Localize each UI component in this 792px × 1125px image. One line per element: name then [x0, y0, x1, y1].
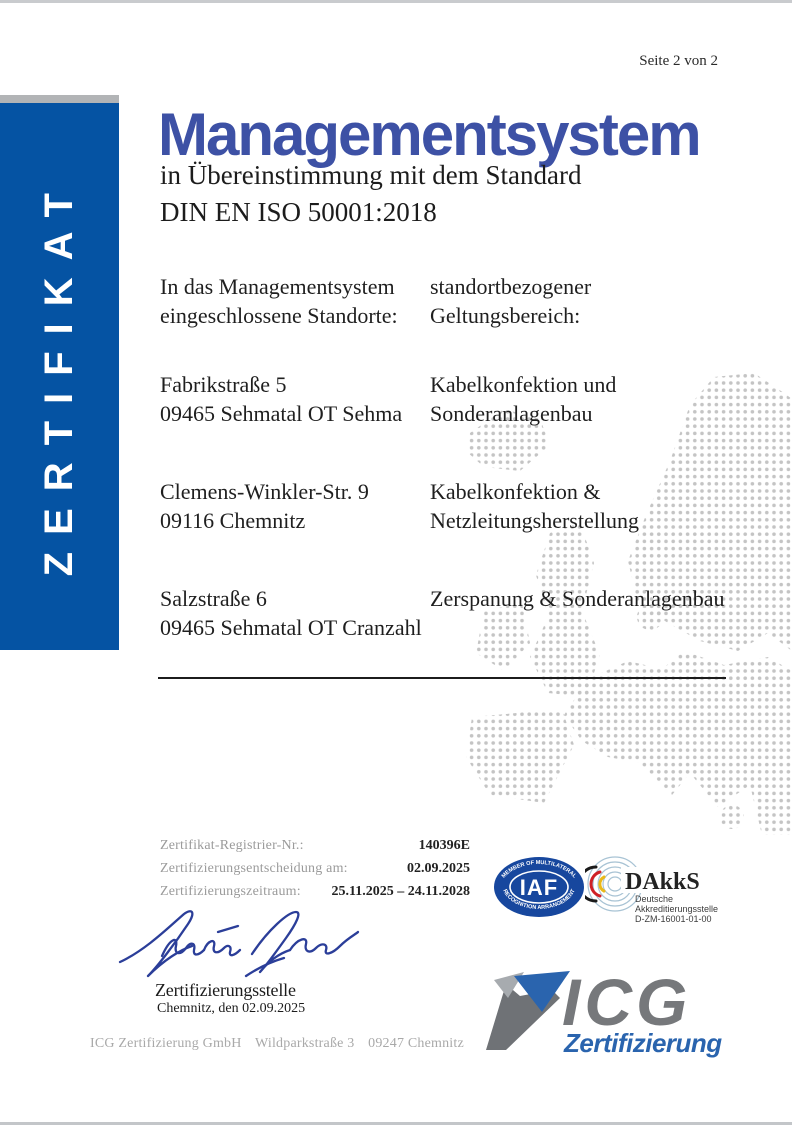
place-and-date: Chemnitz, den 02.09.2025 — [157, 1001, 306, 1016]
dakks-line3: D-ZM-16001-01-00 — [635, 914, 712, 924]
registry-block — [160, 838, 470, 907]
icg-subtitle: Zertifizierung — [564, 1028, 722, 1058]
dakks-logo-icon — [585, 852, 730, 927]
footer-address — [90, 1036, 464, 1052]
scope-line: Kabelkonfektion & — [430, 479, 601, 504]
location-address — [160, 584, 422, 642]
iaf-center-text: IAF — [519, 875, 559, 900]
registry-row — [160, 838, 470, 854]
column-header-scope-line2: Geltungsbereich: — [430, 303, 581, 328]
column-header-scope — [430, 272, 760, 330]
footer-street: Wildparkstraße 3 — [255, 1036, 355, 1051]
scope-line: Sonderanlagenbau — [430, 401, 593, 426]
registry-row — [160, 884, 470, 900]
registry-label: Zertifizierungsentscheidung am: — [160, 861, 348, 876]
location-address — [160, 477, 422, 535]
location-scope — [430, 370, 760, 428]
iaf-bottom-arc-text: RECOGNITION ARRANGEMENT — [501, 888, 577, 912]
section-divider — [158, 677, 726, 679]
address-line: 09116 Chemnitz — [160, 508, 306, 533]
location-address — [160, 370, 422, 428]
standard-subtitle — [160, 157, 581, 231]
signature-icon — [118, 908, 360, 986]
zertifikat-banner — [0, 103, 119, 650]
scope-line: Zerspanung & Sonderanlagenbau — [430, 586, 725, 611]
location-scope — [430, 477, 760, 535]
column-header-scope-line1: standortbezogener — [430, 274, 592, 299]
column-header-locations-line1: In das Managementsystem — [160, 274, 395, 299]
address-line: 09465 Sehmatal OT Sehma — [160, 401, 403, 426]
registry-value: 02.09.2025 — [407, 861, 470, 876]
registry-value: 25.11.2025 – 24.11.2028 — [331, 884, 470, 899]
certification-office: Zertifizierungsstelle — [155, 980, 296, 1000]
banner-label: ZERTIFIKAT — [37, 176, 81, 577]
scope-line: Netzleitungsherstellung — [430, 508, 639, 533]
page-top-border — [0, 0, 792, 3]
scope-line: Kabelkonfektion und — [430, 372, 617, 397]
subtitle-line1: in Übereinstimmung mit dem Standard — [160, 160, 582, 190]
dakks-line2: Akkreditierungsstelle — [635, 904, 719, 914]
registry-label: Zertifizierungszeitraum: — [160, 884, 301, 899]
dakks-wordmark: DAkkS — [625, 869, 700, 895]
iaf-top-arc-text: MEMBER OF MULTILATERAL — [500, 859, 578, 880]
document-title: Managementsystem — [158, 101, 700, 168]
subtitle-line2: DIN EN ISO 50001:2018 — [160, 197, 437, 227]
footer-company: ICG Zertifizierung GmbH — [90, 1036, 242, 1051]
registry-value: 140396E — [418, 838, 470, 853]
banner-gray-cap — [0, 95, 119, 103]
page-number: Seite 2 von 2 — [639, 53, 718, 69]
registry-label: Zertifikat-Registrier-Nr.: — [160, 838, 304, 853]
address-line: 09465 Sehmatal OT Cranzahl — [160, 615, 422, 640]
icg-logo-mark-icon — [478, 970, 572, 1056]
location-scope — [430, 584, 760, 613]
footer-city: 09247 Chemnitz — [368, 1036, 464, 1051]
icg-wordmark: ICG — [562, 965, 692, 1039]
address-line: Salzstraße 6 — [160, 586, 267, 611]
column-header-locations-line2: eingeschlossene Standorte: — [160, 303, 398, 328]
icg-logo — [478, 965, 778, 1063]
registry-row — [160, 861, 470, 877]
dakks-line1: Deutsche — [635, 894, 674, 904]
address-line: Clemens-Winkler-Str. 9 — [160, 479, 369, 504]
column-header-locations — [160, 272, 422, 330]
iaf-logo-icon — [493, 855, 585, 919]
address-line: Fabrikstraße 5 — [160, 372, 287, 397]
